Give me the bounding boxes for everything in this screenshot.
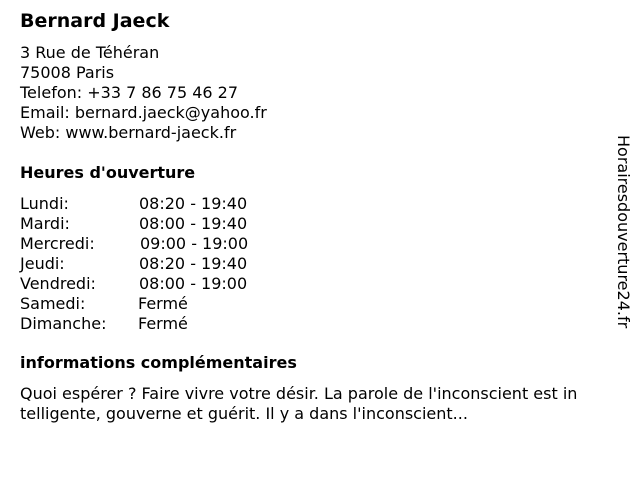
time-range: 09:00 - 19:00: [140, 234, 249, 253]
day-label: Jeudi:: [20, 254, 65, 273]
watermark-container: [612, 135, 636, 375]
street-address: 3 Rue de Téhéran: [20, 43, 160, 62]
business-name: Bernard Jaeck: [20, 10, 170, 32]
additional-info-text: Quoi espérer ? Faire vivre votre désir. La parole de l'inconscient est intelligente, gouverne et guérit. Il y a dans l'inconscient...: [20, 384, 578, 423]
contact-block: [20, 43, 267, 143]
day-label: Mardi:: [20, 214, 70, 233]
time-range: Fermé: [138, 294, 188, 313]
day-label: Mercredi:: [20, 234, 95, 253]
web-line: Web: www.bernard-jaeck.fr: [20, 123, 237, 142]
site-watermark: Horairesdouverture24.fr: [614, 135, 633, 329]
day-label: Vendredi:: [20, 274, 96, 293]
email-line: Email: bernard.jaeck@yahoo.fr: [20, 103, 267, 122]
day-label: Samedi:: [20, 294, 86, 313]
opening-hours-heading: Heures d'ouverture: [20, 163, 196, 182]
time-range: Fermé: [138, 314, 188, 333]
postal-city: 75008 Paris: [20, 63, 115, 82]
time-range: 08:00 - 19:40: [139, 214, 248, 233]
time-range: 08:00 - 19:00: [139, 274, 248, 293]
time-range: 08:20 - 19:40: [139, 254, 248, 273]
day-label: Lundi:: [20, 194, 69, 213]
day-label: Dimanche:: [20, 314, 107, 333]
time-range: 08:20 - 19:40: [139, 194, 248, 213]
phone-line: Telefon: +33 7 86 75 46 27: [20, 83, 239, 102]
additional-info-heading: informations complémentaires: [20, 353, 297, 372]
